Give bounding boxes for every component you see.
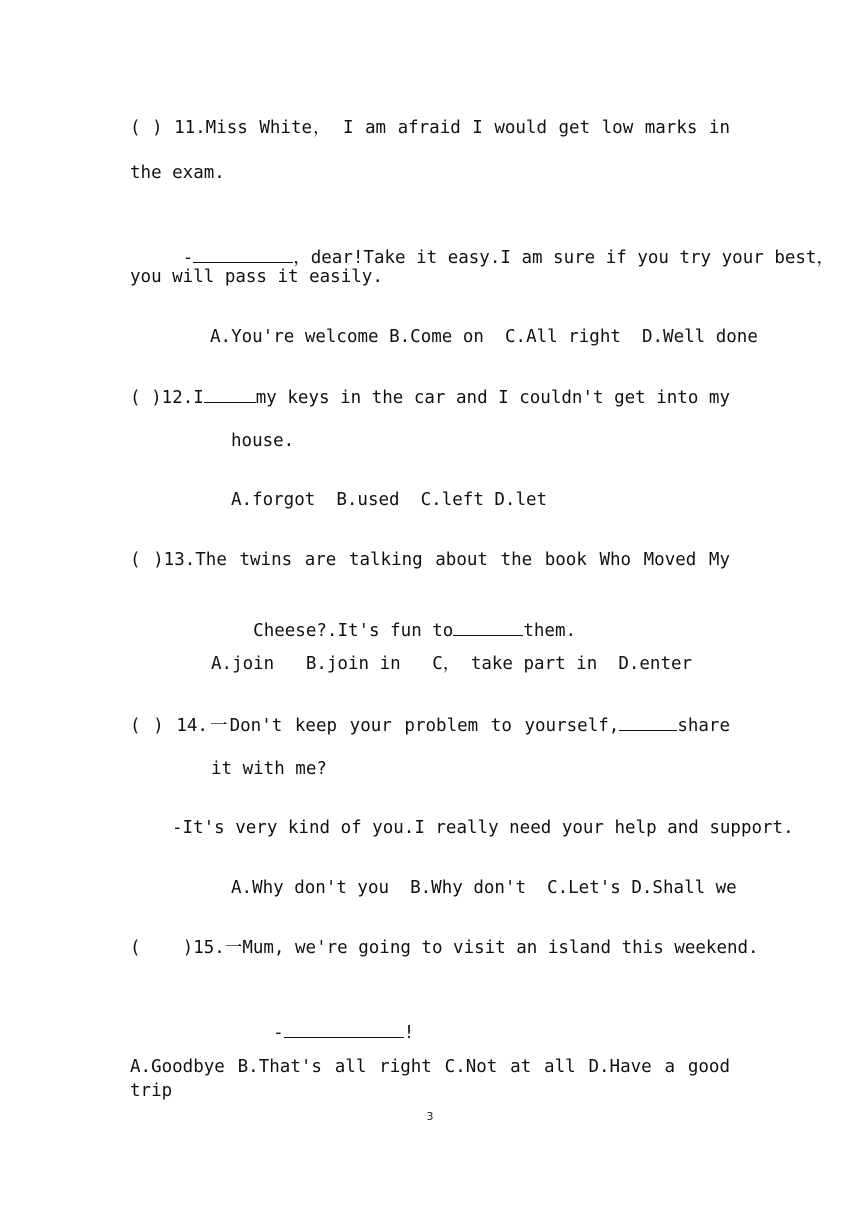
q14-line1-text: ( ) 14.一Don't keep your problem to yourself, xyxy=(130,716,620,736)
q12-options: A.forgot B.used C.left D.let xyxy=(231,490,548,510)
q13-line2-tail: them. xyxy=(523,621,577,641)
q13-answer-blank[interactable] xyxy=(453,617,523,636)
q15-options: A.Goodbye B.That's all right C.Not at all D.Have a good trip xyxy=(130,1057,730,1101)
q13-line1: ( )13.The twins are talking about the book Who Moved My xyxy=(130,550,730,570)
q15-line1: ( )15.一Mum, we're going to visit an island this weekend. xyxy=(130,938,759,958)
q11-options: A.You're welcome B.Come on C.All right D.Well done xyxy=(210,327,758,347)
q11-line2: the exam. xyxy=(130,163,225,183)
page-number: 3 xyxy=(426,1110,434,1123)
q12-line1 xyxy=(130,384,730,410)
q12-prefix: ( )12.I xyxy=(130,388,204,408)
q14-options: A.Why don't you B.Why don't C.Let's D.Shall we xyxy=(231,878,737,898)
q14-line1-tail: share xyxy=(677,716,730,736)
q14-line1 xyxy=(130,712,730,738)
q13-options: A.join B.join in C， take part in D.enter xyxy=(211,654,693,674)
q13-line2-text: Cheese?.It's fun to xyxy=(253,621,454,641)
q15-dash: - xyxy=(273,1023,284,1043)
q15-answer-blank[interactable] xyxy=(284,1019,404,1038)
q11-line3-text: ，dear!Take it easy.I am sure if you try your best， xyxy=(293,248,834,268)
q11-line4: you will pass it easily. xyxy=(130,267,383,287)
q12-line2: house. xyxy=(231,431,295,451)
q14-answer-blank[interactable] xyxy=(619,712,677,731)
q12-answer-blank[interactable] xyxy=(204,384,256,403)
q14-line3: -It's very kind of you.I really need your help and support. xyxy=(172,818,794,838)
q15-exclamation: ! xyxy=(403,1023,415,1043)
q11-line1: ( ) 11.Miss White， I am afraid I would get low marks in xyxy=(130,118,730,138)
q12-line1-text: my keys in the car and I couldn't get into my xyxy=(255,388,730,408)
q11-answer-blank[interactable] xyxy=(193,244,293,263)
q14-line2: it with me? xyxy=(211,759,327,779)
q11-dash: - xyxy=(172,248,194,268)
